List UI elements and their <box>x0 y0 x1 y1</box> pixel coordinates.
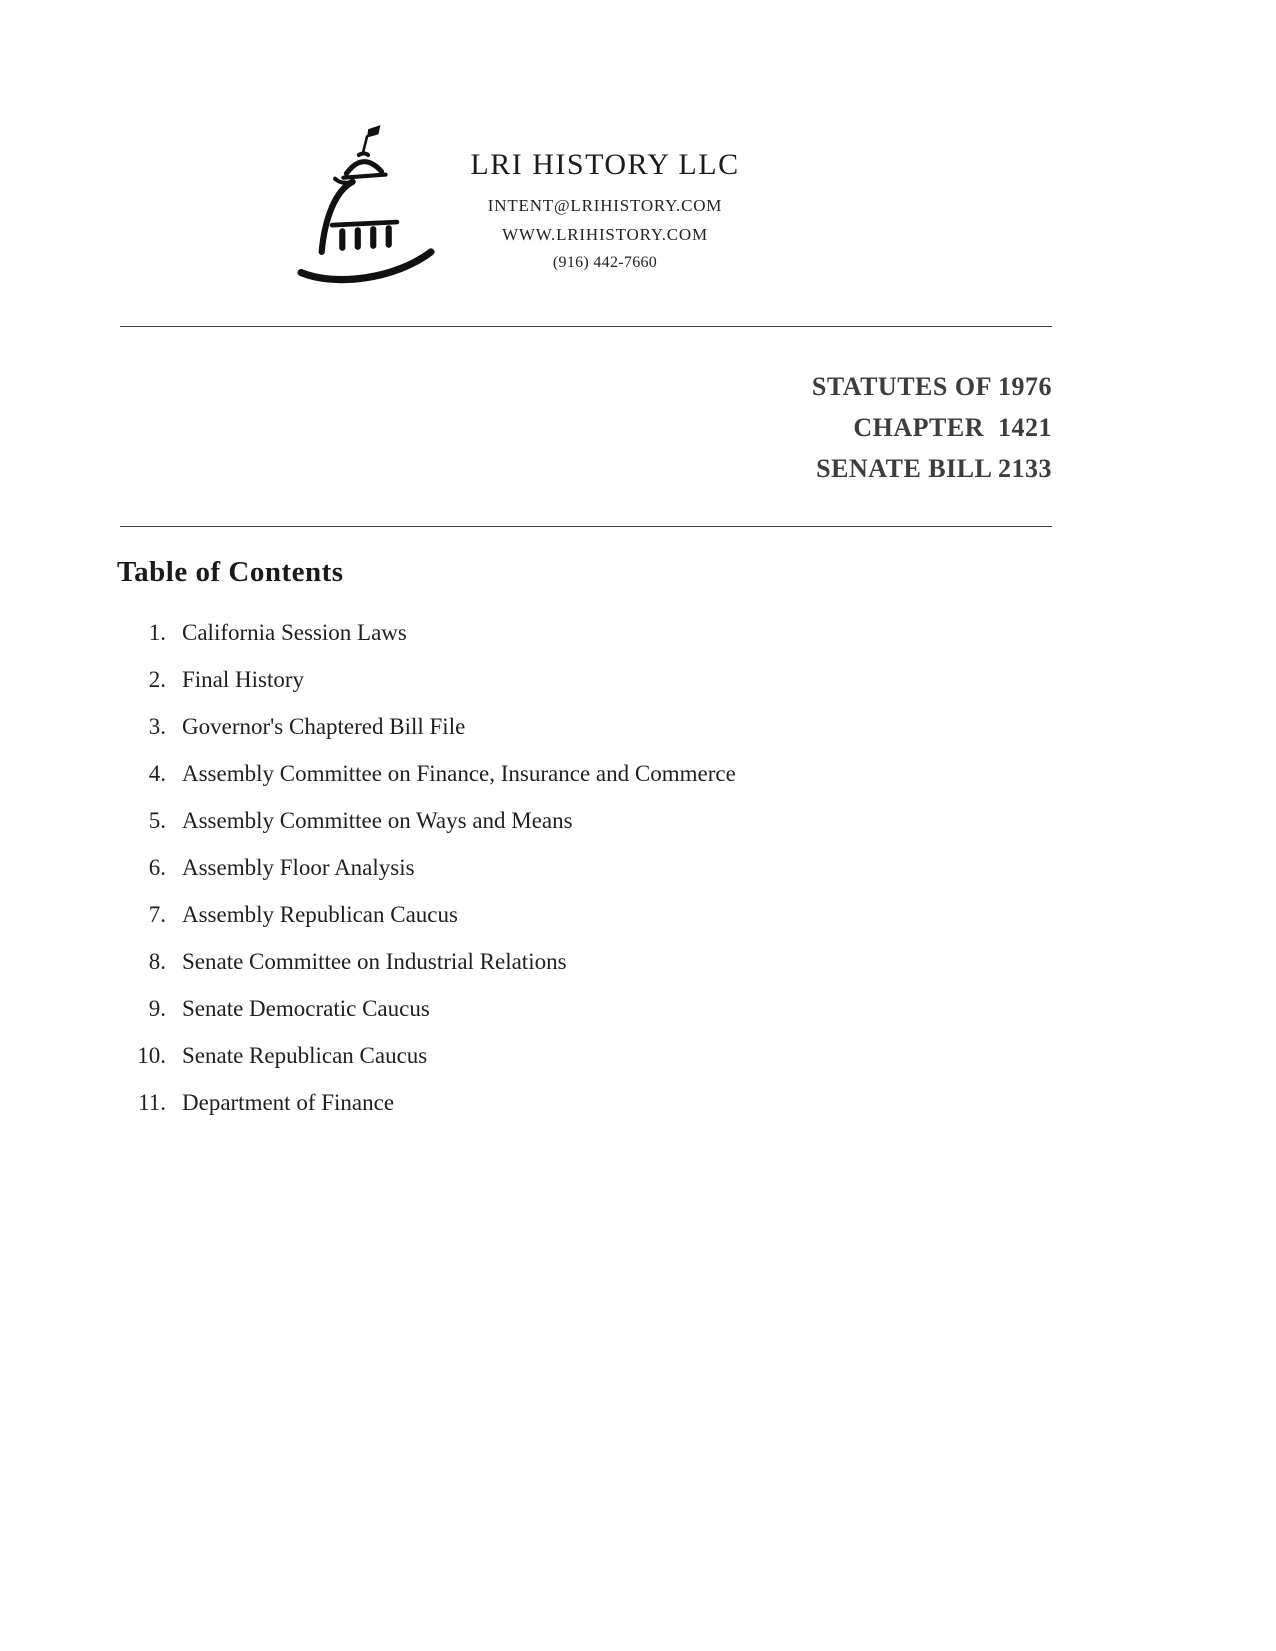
toc-item-label: Senate Committee on Industrial Relations <box>182 949 567 974</box>
company-website: WWW.LRIHISTORY.COM <box>502 225 708 244</box>
toc-list <box>120 620 1020 1137</box>
toc-item-label: Assembly Committee on Finance, Insurance and Commerce <box>182 761 736 786</box>
toc-item-number: 6. <box>148 855 166 880</box>
statutes-line: STATUTES OF 1976 <box>811 372 1052 401</box>
toc-item <box>120 949 1020 996</box>
toc-item-label: Department of Finance <box>182 1090 395 1115</box>
company-phone: (916) 442-7660 <box>552 254 658 271</box>
toc-item-number: 3. <box>148 714 166 739</box>
divider-top <box>120 326 1052 327</box>
toc-item <box>120 667 1020 714</box>
toc-item-number: 7. <box>148 902 166 927</box>
toc-item <box>120 620 1020 667</box>
toc-item-label: Governor's Chaptered Bill File <box>182 714 466 739</box>
case-info-block <box>812 366 1052 489</box>
toc-item-label: Senate Republican Caucus <box>182 1043 428 1068</box>
toc-title: Table of Contents <box>117 556 344 588</box>
toc-item-number: 5. <box>148 808 166 833</box>
toc-item <box>120 855 1020 902</box>
toc-item <box>120 808 1020 855</box>
chapter-line: CHAPTER 1421 <box>853 413 1052 442</box>
senate-bill-line: SENATE BILL 2133 <box>816 454 1052 483</box>
company-name: LRI HISTORY LLC <box>470 148 740 181</box>
toc-item-label: Senate Democratic Caucus <box>182 996 430 1021</box>
toc-item <box>120 1043 1020 1090</box>
toc-item-number: 1. <box>148 620 166 645</box>
toc-item <box>120 714 1020 761</box>
toc-item <box>120 996 1020 1043</box>
toc-item-label: Assembly Floor Analysis <box>182 855 415 880</box>
toc-item-number: 2. <box>148 667 166 692</box>
toc-item-label: Assembly Committee on Ways and Means <box>182 808 573 833</box>
toc-item-label: Final History <box>182 667 305 692</box>
header-block <box>400 148 810 272</box>
toc-item <box>120 1090 1020 1137</box>
company-email: INTENT@LRIHISTORY.COM <box>487 196 723 215</box>
toc-item-number: 4. <box>148 761 166 786</box>
toc-item-number: 9. <box>148 996 166 1021</box>
toc-item-number: 8. <box>148 949 166 974</box>
toc-item-number: 10. <box>137 1043 166 1068</box>
divider-bottom <box>120 526 1052 527</box>
toc-item-number: 11. <box>138 1090 166 1115</box>
toc-item <box>120 761 1020 808</box>
toc-item-label: Assembly Republican Caucus <box>182 902 458 927</box>
toc-item <box>120 902 1020 949</box>
toc-item-label: California Session Laws <box>182 620 407 645</box>
